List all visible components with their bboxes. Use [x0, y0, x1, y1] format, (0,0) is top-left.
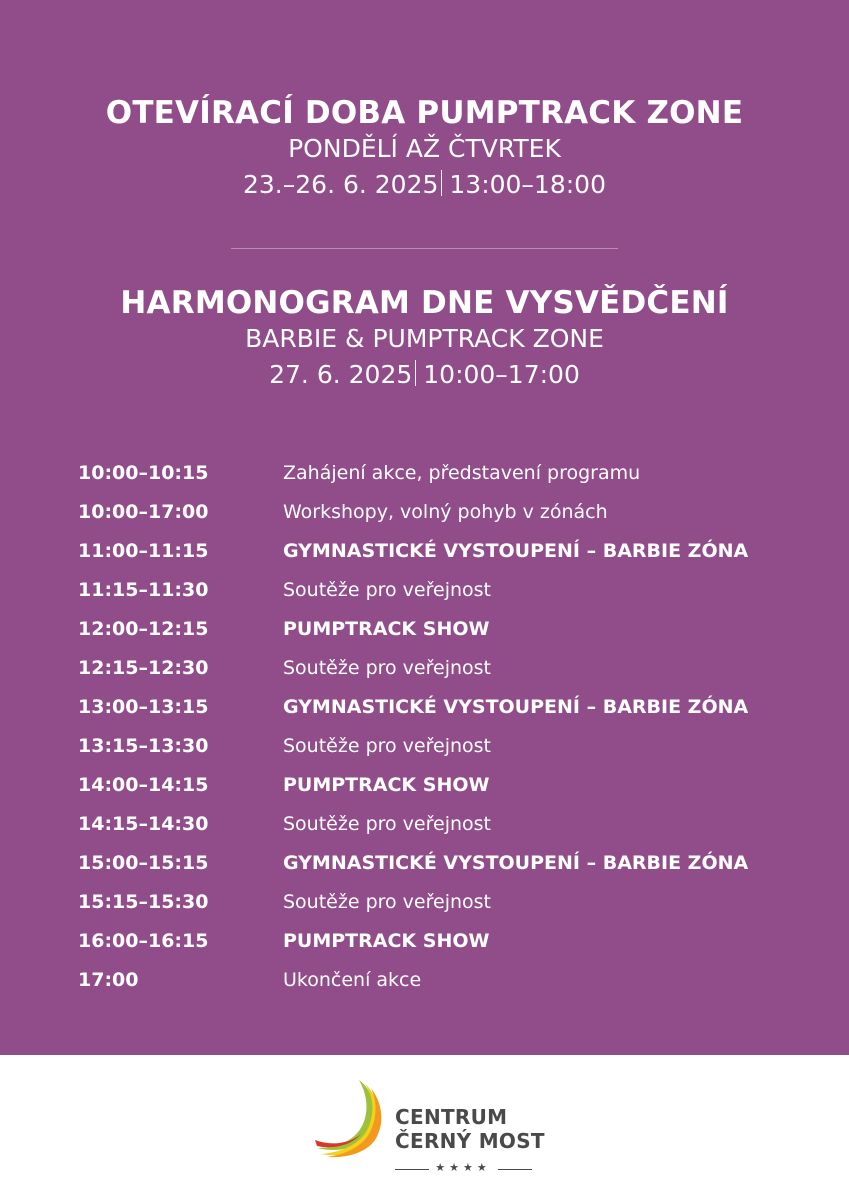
schedule-activity: PUMPTRACK SHOW	[283, 930, 490, 952]
schedule-time: 10:00–10:15	[78, 462, 209, 484]
harmonogram-date-time	[0, 357, 849, 393]
logo-stars: ★★★★	[435, 1161, 491, 1174]
opening-days: PONDĚLÍ AŽ ČTVRTEK	[288, 134, 561, 163]
schedule-time: 10:00–17:00	[78, 501, 209, 523]
centrum-logo-swoosh-icon	[313, 1078, 388, 1158]
schedule-row	[78, 885, 818, 924]
schedule-activity: GYMNASTICKÉ VYSTOUPENÍ – BARBIE ZÓNA	[283, 540, 749, 562]
schedule-activity: Ukončení akce	[283, 969, 422, 991]
harmonogram-date: 27. 6. 2025	[269, 360, 413, 389]
opening-hours-section	[0, 95, 849, 203]
schedule-row	[78, 807, 818, 846]
logo-line-2: ČERNÝ MOST	[395, 1129, 545, 1153]
schedule-row	[78, 846, 818, 885]
logo-rule-right	[498, 1169, 532, 1170]
schedule-activity: Workshopy, volný pohyb v zónách	[283, 501, 608, 523]
schedule-row	[78, 768, 818, 807]
schedule-row	[78, 963, 818, 1002]
schedule-time: 14:00–14:15	[78, 774, 209, 796]
opening-hours: 13:00–18:00	[449, 170, 606, 199]
schedule-row	[78, 495, 818, 534]
schedule-row	[78, 456, 818, 495]
schedule-row	[78, 924, 818, 963]
schedule-activity: Soutěže pro veřejnost	[283, 579, 491, 601]
schedule-row	[78, 612, 818, 651]
vertical-separator	[415, 360, 416, 386]
schedule-row	[78, 573, 818, 612]
schedule-time: 11:00–11:15	[78, 540, 209, 562]
schedule-time: 16:00–16:15	[78, 930, 209, 952]
schedule-row	[78, 729, 818, 768]
schedule-row	[78, 651, 818, 690]
schedule-activity: Soutěže pro veřejnost	[283, 735, 491, 757]
schedule-activity: Soutěže pro veřejnost	[283, 813, 491, 835]
section-divider	[231, 248, 618, 249]
schedule-row	[78, 690, 818, 729]
logo-wordmark	[395, 1105, 545, 1153]
opening-dates: 23.–26. 6. 2025	[243, 170, 439, 199]
schedule-activity: PUMPTRACK SHOW	[283, 618, 490, 640]
harmonogram-zones: BARBIE & PUMPTRACK ZONE	[245, 324, 604, 353]
schedule-time: 15:00–15:15	[78, 852, 209, 874]
vertical-separator	[441, 170, 442, 196]
schedule-activity: Soutěže pro veřejnost	[283, 891, 491, 913]
schedule-activity: GYMNASTICKÉ VYSTOUPENÍ – BARBIE ZÓNA	[283, 852, 749, 874]
schedule-activity: Soutěže pro veřejnost	[283, 657, 491, 679]
schedule-table	[78, 456, 818, 1002]
harmonogram-title: HARMONOGRAM DNE VYSVĚDČENÍ	[120, 285, 729, 321]
schedule-activity: Zahájení akce, představení programu	[283, 462, 641, 484]
schedule-time: 15:15–15:30	[78, 891, 209, 913]
schedule-row	[78, 534, 818, 573]
schedule-time: 12:15–12:30	[78, 657, 209, 679]
schedule-time: 13:15–13:30	[78, 735, 209, 757]
schedule-time: 11:15–11:30	[78, 579, 209, 601]
logo-rule-left	[395, 1169, 429, 1170]
opening-date-time	[0, 167, 849, 203]
harmonogram-section	[0, 285, 849, 393]
logo-line-1: CENTRUM	[395, 1105, 508, 1129]
schedule-time: 13:00–13:15	[78, 696, 209, 718]
schedule-time: 17:00	[78, 969, 139, 991]
schedule-time: 12:00–12:15	[78, 618, 209, 640]
schedule-activity: GYMNASTICKÉ VYSTOUPENÍ – BARBIE ZÓNA	[283, 696, 749, 718]
schedule-time: 14:15–14:30	[78, 813, 209, 835]
harmonogram-hours: 10:00–17:00	[423, 360, 580, 389]
opening-title: OTEVÍRACÍ DOBA PUMPTRACK ZONE	[105, 95, 744, 131]
schedule-activity: PUMPTRACK SHOW	[283, 774, 490, 796]
